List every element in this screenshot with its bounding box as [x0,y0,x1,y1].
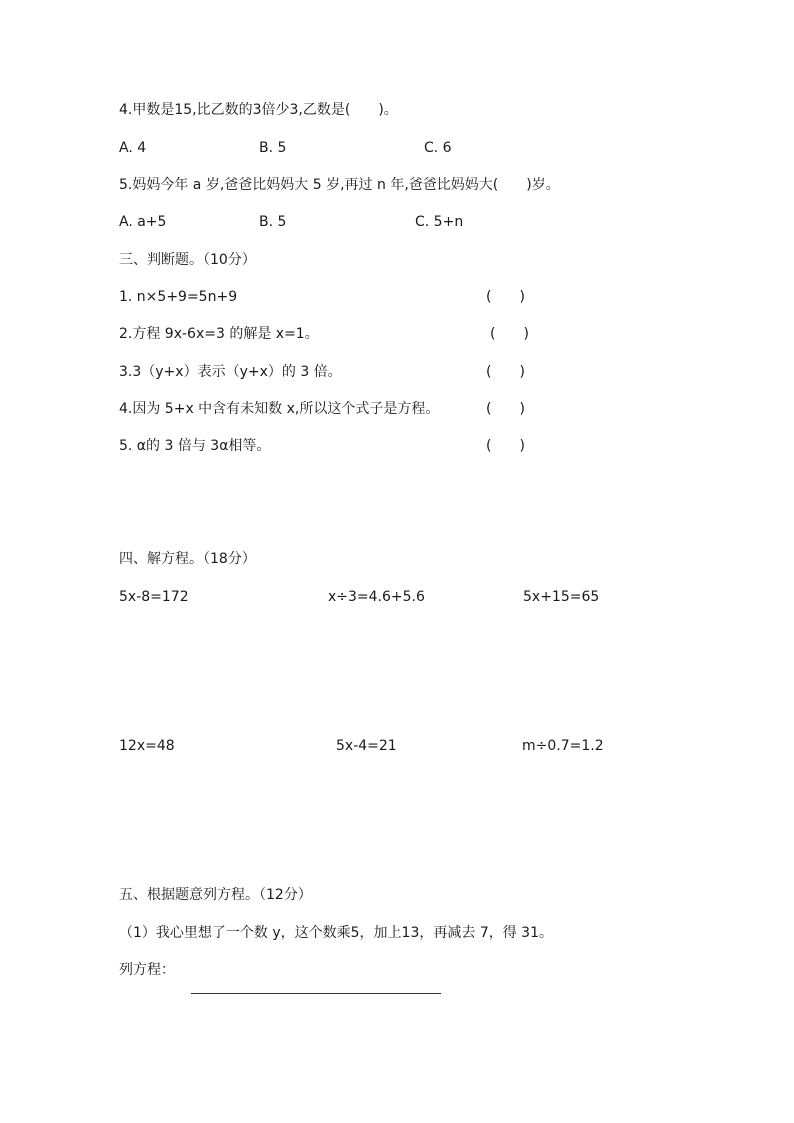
judgment-blank-4: ( ) [486,401,525,417]
judgment-blank-5: ( ) [486,438,525,454]
question-5-option-b: B. 5 [259,214,287,230]
equation-3: 5x+15=65 [523,589,600,605]
equation-2: x÷3=4.6+5.6 [328,589,425,605]
judgment-blank-2: ( ) [490,326,529,342]
section-5-title: 五、根据题意列方程。（12分） [119,887,312,903]
judgment-item-4: 4.因为 5+x 中含有未知数 x,所以这个式子是方程。 [119,401,440,417]
equation-4: 12x=48 [119,738,175,754]
question-4-option-c: C. 6 [424,140,452,156]
judgment-item-3: 3.3（y+x）表示（y+x）的 3 倍。 [119,364,342,380]
question-5-text: 5.妈妈今年 a 岁,爸爸比妈妈大 5 岁,再过 n 年,爸爸比妈妈大( )岁。 [119,177,560,193]
section-4-title: 四、解方程。（18分） [119,551,256,567]
judgment-item-2: 2.方程 9x-6x=3 的解是 x=1。 [119,326,319,342]
answer-line[interactable] [191,993,441,994]
question-4-option-b: B. 5 [259,140,287,156]
word-problem-1: （1）我心里想了一个数 y，这个数乘5，加上13，再减去 7，得 31。 [119,925,553,941]
question-5-option-c: C. 5+n [415,214,464,230]
judgment-item-1: 1. n×5+9=5n+9 [119,289,238,305]
equation-5: 5x-4=21 [336,738,397,754]
answer-label: 列方程： [119,962,175,978]
section-3-title: 三、判断题。（10分） [119,252,256,268]
judgment-item-5: 5. α的 3 倍与 3α相等。 [119,438,271,454]
question-4-option-a: A. 4 [119,140,147,156]
equation-6: m÷0.7=1.2 [522,738,604,754]
judgment-blank-1: ( ) [486,289,525,305]
equation-1: 5x-8=172 [119,589,189,605]
judgment-blank-3: ( ) [486,364,525,380]
question-4-text: 4.甲数是15,比乙数的3倍少3,乙数是( )。 [119,102,398,118]
question-5-option-a: A. a+5 [119,214,167,230]
